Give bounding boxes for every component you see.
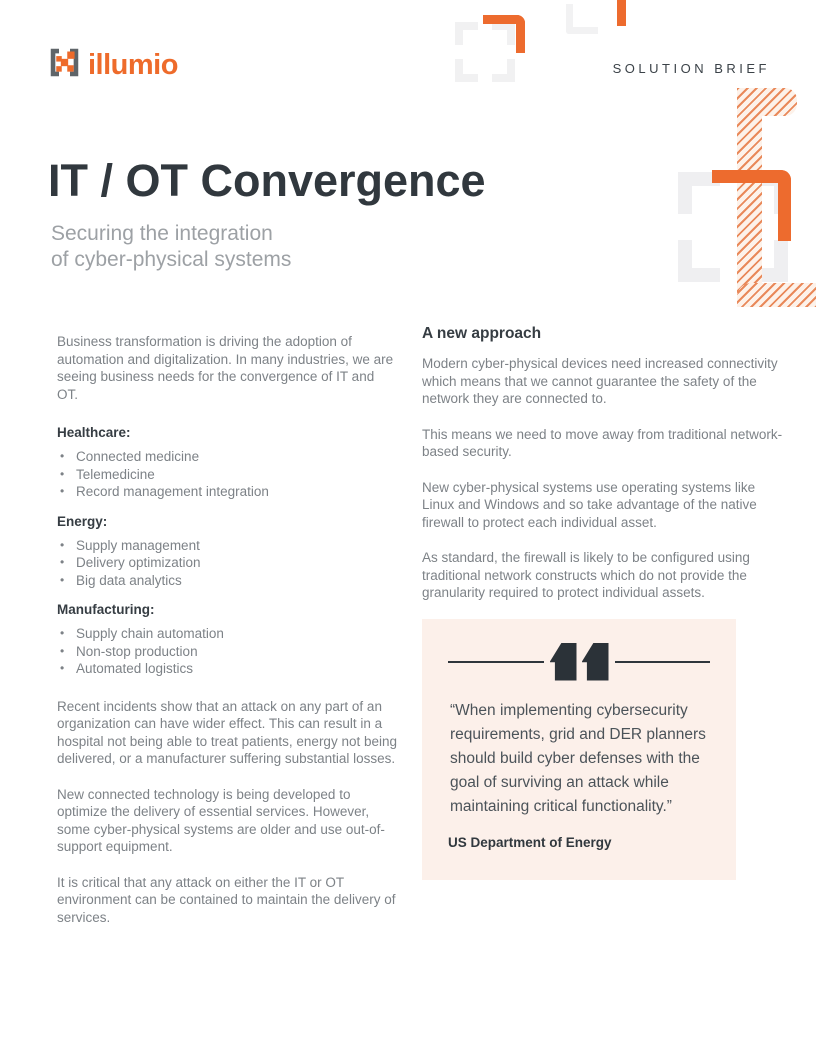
- list-item: • Delivery optimization: [57, 554, 397, 572]
- illumio-logo-icon: [48, 46, 81, 84]
- list-item: • Telemedicine: [57, 466, 397, 484]
- list-item: • Connected medicine: [57, 448, 397, 466]
- body-paragraph: New connected technology is being developed to optimize the delivery of essential services. However, some cyber-physical systems are older and use out-of-support equipment.: [57, 786, 385, 854]
- page-title: IT / OT Convergence: [48, 155, 486, 206]
- hatched-bracket-bottom-arm: [737, 283, 816, 307]
- orange-corner-decoration-top: [483, 15, 525, 53]
- list-item: • Automated logistics: [57, 660, 397, 678]
- intro-paragraph: Business transformation is driving the adoption of automation and digitalization. In many industries, we are seeing business needs for the convergence of IT and OT.: [57, 334, 394, 402]
- body-paragraph: Modern cyber-physical devices need increased connectivity which means that we cannot guarantee the safety of the network they are connected to.: [422, 356, 778, 406]
- healthcare-list: [57, 448, 397, 501]
- orange-bar-decoration: [617, 0, 626, 26]
- body-paragraph: New cyber-physical systems use operating systems like Linux and Windows and so take advantage of the native firewall to protect each individual asset.: [422, 479, 757, 530]
- orange-corner-decoration-right: [712, 170, 791, 241]
- body-paragraph: As standard, the firewall is likely to be configured using traditional network constructs which do not provide the granularity required to protect individual assets.: [422, 550, 750, 600]
- quote-box: [422, 619, 736, 880]
- page-subtitle-line2: of cyber-physical systems: [51, 248, 292, 271]
- body-paragraph: It is critical that any attack on either the IT or OT environment can be contained to maintain the delivery of services.: [57, 874, 396, 925]
- page-subtitle: [51, 221, 291, 273]
- quote-header: [448, 643, 710, 681]
- bracket-decoration-partial: [566, 4, 598, 34]
- list-item: • Big data analytics: [57, 572, 397, 590]
- right-column: [422, 325, 785, 880]
- energy-list: [57, 537, 397, 590]
- list-item: • Supply chain automation: [57, 625, 397, 643]
- list-item: • Non-stop production: [57, 643, 397, 661]
- section-heading-healthcare: Healthcare:: [57, 425, 131, 440]
- manufacturing-list: [57, 625, 397, 678]
- quote-rule-right: [615, 661, 711, 663]
- quote-attribution: US Department of Energy: [448, 834, 612, 850]
- list-item: • Record management integration: [57, 483, 397, 501]
- section-heading-new-approach: A new approach: [422, 325, 542, 342]
- body-paragraph: Recent incidents show that an attack on any part of an organization can have wider effect. This can result in a hospital not being able to treat patients, energy not being delivered, or a manufacturer suffering substantial losses.: [57, 698, 397, 766]
- illumio-logo-wordmark: illumio: [88, 49, 178, 81]
- quote-text: “When implementing cybersecurity requirements, grid and DER planners should build cyber defenses with the goal of surviving an attack while maintaining critical functionality.”: [450, 701, 706, 815]
- page-subtitle-line1: Securing the integration: [51, 222, 273, 245]
- doc-type-label: SOLUTION BRIEF: [612, 61, 770, 76]
- left-column: [57, 333, 397, 944]
- section-heading-manufacturing: Manufacturing:: [57, 602, 155, 617]
- section-heading-energy: Energy:: [57, 513, 108, 529]
- list-item: • Supply management: [57, 537, 397, 555]
- quote-rule-left: [448, 661, 544, 663]
- illumio-logo: [48, 46, 178, 84]
- quote-marks-icon: [550, 643, 609, 681]
- body-paragraph: This means we need to move away from traditional network-based security.: [422, 426, 783, 459]
